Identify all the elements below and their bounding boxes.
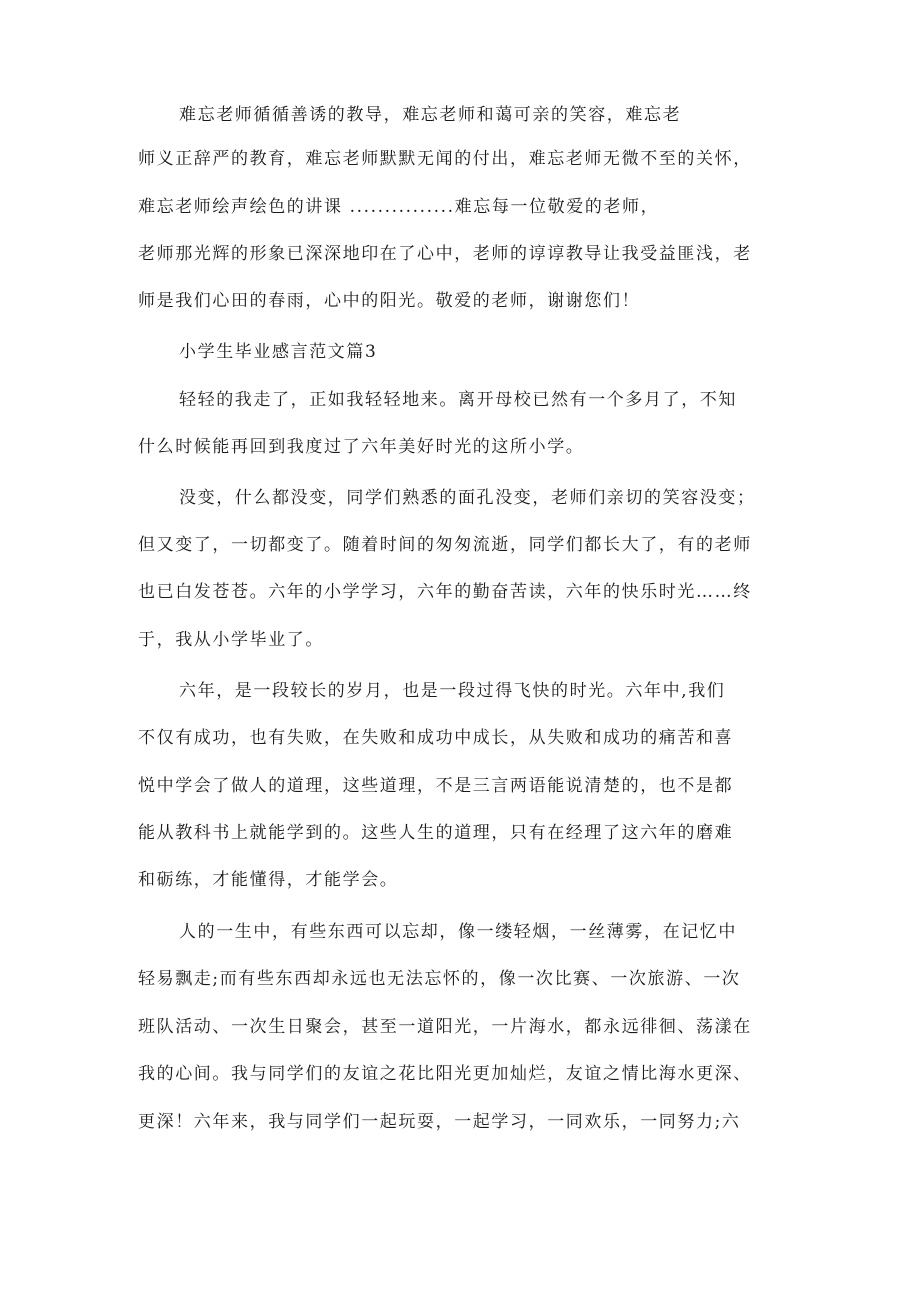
paragraph-line-4: 老师那光辉的形象已深深地印在了心中，老师的谆谆教导让我受益匪浅，老	[138, 244, 752, 264]
paragraph-line-8: 没变，什么都没变，同学们熟悉的面孔没变，老师们亲切的笑容没变；	[179, 488, 756, 508]
paragraph-line-18: 轻易飘走;而有些东西却永远也无法忘怀的，像一次比赛、一次旅游、一次	[138, 969, 741, 989]
paragraph-line-12: 六年，是一段较长的岁月，也是一段过得飞快的时光。六年中,我们	[179, 681, 726, 701]
paragraph-line-1: 难忘老师循循善诱的教导，难忘老师和蔼可亲的笑容，难忘老	[179, 105, 682, 125]
paragraph-line-3: 难忘老师绘声绘色的讲课 ...............难忘每一位敬爱的老师，	[138, 197, 660, 217]
paragraph-line-7: 什么时候能再回到我度过了六年美好时光的这所小学。	[138, 437, 585, 457]
paragraph-line-21: 更深！六年来，我与同学们一起玩耍，一起学习，一同欢乐，一同努力;六	[138, 1112, 741, 1132]
paragraph-line-5: 师是我们心田的春雨，心中的阳光。敬爱的老师，谢谢您们！	[138, 291, 641, 311]
paragraph-line-11: 于，我从小学毕业了。	[138, 630, 324, 650]
paragraph-line-15: 能从教科书上就能学到的。这些人生的道理，只有在经理了这六年的磨难	[138, 823, 734, 843]
paragraph-line-9: 但又变了，一切都变了。随着时间的匆匆流逝，同学们都长大了，有的老师	[138, 535, 752, 555]
paragraph-line-19: 班队活动、一次生日聚会，甚至一道阳光，一片海水，都永远徘徊、荡漾在	[138, 1017, 752, 1037]
paragraph-line-2: 师义正辞严的教育，难忘老师默默无闻的付出，难忘老师无微不至的关怀，	[138, 149, 752, 169]
paragraph-line-20: 我的心间。我与同学们的友谊之花比阳光更加灿烂，友谊之情比海水更深、	[138, 1064, 752, 1084]
section-heading: 小学生毕业感言范文篇3	[179, 342, 378, 362]
paragraph-line-16: 和砺练，才能懂得，才能学会。	[138, 870, 399, 890]
paragraph-line-14: 悦中学会了做人的道理，这些道理，不是三言两语能说清楚的，也不是都	[138, 776, 734, 796]
paragraph-line-6: 轻轻的我走了，正如我轻轻地来。离开母校已然有一个多月了，不知	[179, 390, 737, 410]
paragraph-line-10: 也已白发苍苍。六年的小学学习，六年的勤奋苦读，六年的快乐时光……终	[138, 582, 752, 602]
paragraph-line-17: 人的一生中，有些东西可以忘却，像一缕轻烟，一丝薄雾，在记忆中	[179, 922, 737, 942]
paragraph-line-13: 不仅有成功，也有失败，在失败和成功中成长，从失败和成功的痛苦和喜	[138, 728, 734, 748]
